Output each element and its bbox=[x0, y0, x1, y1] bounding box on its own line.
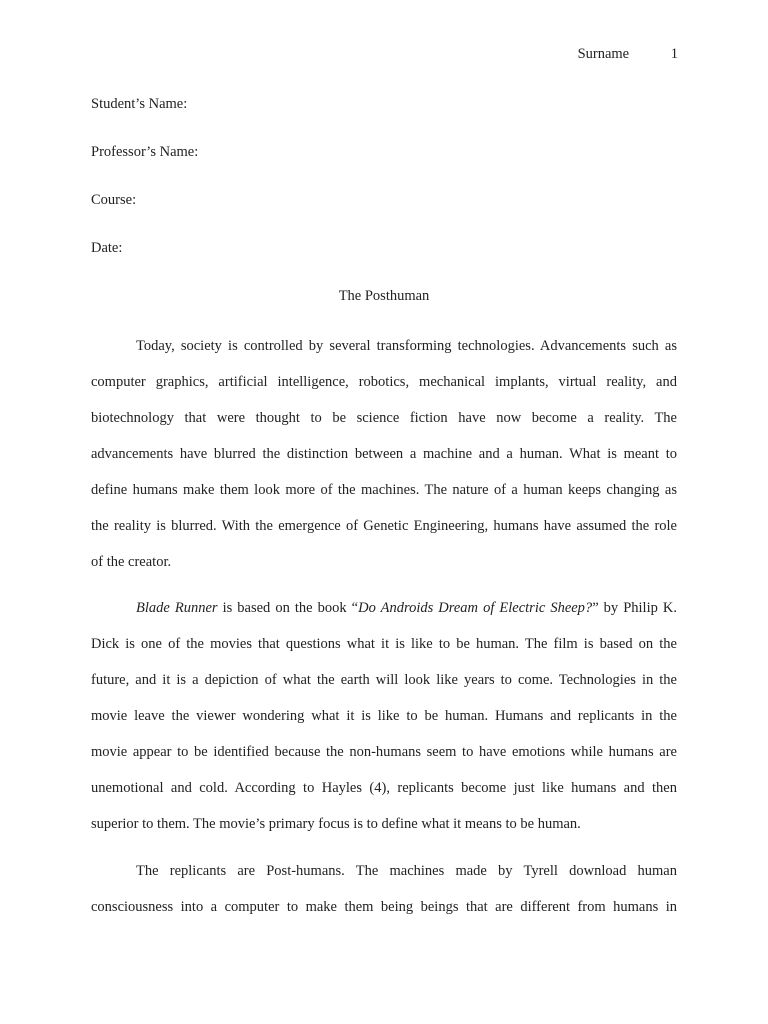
paragraph-2 bbox=[91, 598, 677, 850]
header-surname: Surname bbox=[577, 46, 630, 62]
course-label: Course: bbox=[91, 192, 137, 208]
paragraph-line: advancements have blurred the distinction between a machine and a human. What is meant to bbox=[91, 446, 677, 462]
paragraph-line: superior to them. The movie’s primary focus is to define what it means to be human. bbox=[91, 816, 581, 832]
page-number: 1 bbox=[670, 46, 678, 62]
paragraph-line: The replicants are Post-humans. The machines made by Tyrell download human bbox=[136, 863, 677, 879]
paragraph-line: Dick is one of the movies that questions what it is like to be human. The film is based on the bbox=[91, 636, 677, 652]
paragraph-text: ” by Philip K. bbox=[592, 600, 677, 616]
paragraph-line: biotechnology that were thought to be science fiction have now become a reality. The bbox=[91, 410, 677, 426]
paragraph-line: movie leave the viewer wondering what it is like to be human. Humans and replicants in the bbox=[91, 708, 677, 724]
running-header bbox=[578, 44, 678, 64]
paragraph-line: movie appear to be identified because the non-humans seem to have emotions while humans are bbox=[91, 744, 677, 760]
professor-name-label: Professor’s Name: bbox=[91, 144, 199, 160]
film-title: Blade Runner bbox=[136, 600, 218, 616]
date-label: Date: bbox=[91, 240, 123, 256]
paragraph-line: of the creator. bbox=[91, 554, 172, 570]
paragraph-1 bbox=[91, 336, 677, 588]
book-title: Do Androids Dream of Electric Sheep? bbox=[358, 600, 593, 616]
paragraph-text: is based on the book “ bbox=[217, 600, 359, 616]
paragraph-line: consciousness into a computer to make them being beings that are different from humans in bbox=[91, 899, 677, 915]
student-name-label: Student’s Name: bbox=[91, 96, 188, 112]
paragraph-line: computer graphics, artificial intelligence, robotics, mechanical implants, virtual reality, and bbox=[91, 374, 677, 390]
paragraph-line: future, and it is a depiction of what the earth will look like years to come. Technologies in the bbox=[91, 672, 677, 688]
paragraph-3 bbox=[91, 861, 677, 933]
paragraph-line: Today, society is controlled by several transforming technologies. Advancements such as bbox=[136, 338, 677, 354]
paragraph-line: define humans make them look more of the machines. The nature of a human keeps changing as bbox=[91, 482, 677, 498]
paragraph-line: unemotional and cold. According to Hayles (4), replicants become just like humans and then bbox=[91, 780, 677, 796]
paragraph-line bbox=[91, 598, 677, 634]
paragraph-line: the reality is blurred. With the emergence of Genetic Engineering, humans have assumed the role bbox=[91, 518, 677, 534]
essay-title: The Posthuman bbox=[338, 288, 430, 304]
